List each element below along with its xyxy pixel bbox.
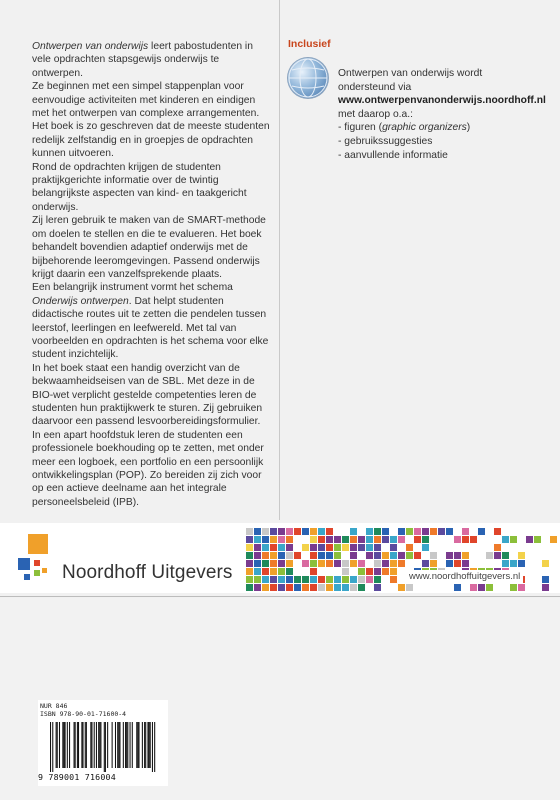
barcode [48,722,158,772]
mosaic-tile [454,584,461,591]
mosaic-tile [278,576,285,583]
mosaic-tile [310,552,317,559]
mosaic-tile [278,552,285,559]
barcode-bar [118,722,119,768]
barcode-bar [52,722,53,772]
blurb-paragraph: In een apart hoofdstuk leren de studenten een professionele boekhouding op te zetten, met onder meer een logboek, een portfolio en een persoonlijk ontwikkelingsplan (POP). Zo bereiden zij zich voor op een actieve deelname aan het integrale personeelsbeleid (IPB). [32,429,264,508]
barcode-bar [152,722,153,772]
mosaic-tile [518,584,525,591]
mosaic-tile [286,544,293,551]
barcode-bar [62,722,63,768]
website-link[interactable]: www.ontwerpenvanonderwijs.noordhoff.nl [338,95,546,107]
mosaic-tile [454,552,461,559]
mosaic-tile [350,560,357,567]
mosaic-tile [310,576,317,583]
mosaic-tile [478,584,485,591]
barcode-bar [98,722,99,768]
mosaic-tile [254,576,261,583]
mosaic-tile [270,584,277,591]
mosaic-tile [326,584,333,591]
mosaic-tile [342,536,349,543]
barcode-bar [85,722,86,768]
mosaic-tile [366,536,373,543]
blurb-text-span: leert pabostudenten in vele opdrachten stapsgewijs onderwijs te ontwerpen. [32,41,253,79]
barcode-bar [91,722,92,768]
mosaic-tile [262,536,269,543]
barcode-bar [77,722,78,768]
book-title-inline: Ontwerpen van onderwijs [32,41,149,52]
mosaic-tile [398,552,405,559]
barcode-digits-left: 789001 [48,772,80,782]
blurb-paragraph [32,281,272,361]
mosaic-tile [334,536,341,543]
barcode-bar [99,722,100,768]
barcode-bar [96,722,97,768]
barcode-bar [74,722,75,768]
noordhoff-logo-icon [14,532,50,584]
mosaic-tile [270,528,277,535]
barcode-bar [123,722,124,768]
inclusief-item [338,121,558,135]
mosaic-tile [486,552,493,559]
mosaic-tile [494,528,501,535]
mosaic-tile [262,584,269,591]
barcode-bar [137,722,138,768]
nur-code [40,702,126,718]
mosaic-tile [542,560,549,567]
mosaic-tile [374,536,381,543]
inclusief-line: Ontwerpen van onderwijs wordt [338,68,483,79]
mosaic-tile [374,560,381,567]
mosaic-tile [334,584,341,591]
blurb-text-span: Een belangrijk instrument vormt het schema [32,282,233,294]
mosaic-tile [342,584,349,591]
barcode-bar [144,722,145,768]
mosaic-tile [318,576,325,583]
mosaic-tile [366,568,373,575]
mosaic-tile [454,560,461,567]
barcode-digits [38,772,168,782]
mosaic-tile [326,536,333,543]
mosaic-tile [270,536,277,543]
mosaic-tile [286,568,293,575]
mosaic-tile [254,560,261,567]
barcode-bar [145,722,146,768]
mosaic-tile [510,536,517,543]
mosaic-tile [390,544,397,551]
inclusief-heading: Inclusief [288,38,331,50]
mosaic-tile [350,536,357,543]
blurb-paragraph: In het boek staat een handig overzicht van de bekwaamheidseisen van de SBL. Met deze in de BIO-wet verplicht gestelde competenties leren de studenten hun praktijkwerk te sturen. Zij gebruiken daarvoor een passend lesvoorbereidingsformulier. [32,362,263,428]
mosaic-tile [422,536,429,543]
mosaic-tile [246,552,253,559]
mosaic-tile [318,544,325,551]
blurb-paragraph: Het boek is zo geschreven dat de meeste studenten redelijk zelfstandig en in groepjes de opdrachten kunnen uitvoeren. [32,121,270,160]
mosaic-tile [374,552,381,559]
mosaic-tile [454,536,461,543]
mosaic-tile [246,560,253,567]
barcode-bar [57,722,58,768]
item-text-em: graphic organizers [382,122,467,134]
mosaic-tile [430,552,437,559]
mosaic-tile [462,560,469,567]
mosaic-tile [462,552,469,559]
barcode-bar [142,722,143,768]
mosaic-tile [406,544,413,551]
mosaic-tile [294,552,301,559]
item-text: - figuren ( [338,122,383,134]
mosaic-tile [310,544,317,551]
barcode-label [38,700,168,786]
barcode-bar [50,722,51,772]
mosaic-tile [430,528,437,535]
mosaic-tile [246,576,253,583]
barcode-bar [59,722,60,768]
schema-title-inline: Onderwijs ontwerpen [32,295,129,307]
mosaic-tile [470,536,477,543]
mosaic-tile [510,584,517,591]
mosaic-tile [342,560,349,567]
mosaic-tile [254,552,261,559]
mosaic-tile [286,528,293,535]
barcode-bar [65,722,66,768]
mosaic-tile [422,544,429,551]
mosaic-tile [446,528,453,535]
mosaic-tile [326,576,333,583]
mosaic-tile [406,552,413,559]
mosaic-tile [350,584,357,591]
mosaic-tile [246,536,253,543]
mosaic-tile [318,536,325,543]
mosaic-tile [326,544,333,551]
mosaic-tile [326,552,333,559]
barcode-bar [127,722,128,768]
mosaic-tile [302,560,309,567]
mosaic-tile [422,528,429,535]
mosaic-tile [254,544,261,551]
blurb-text-span: . Dat helpt studenten didactische routes uit te zetten die pendelen tussen leerstof, leerlingen en leefwereld. Met tal van voorbeelden en opdrachten is het schema voor elke student inzichtelijk. [32,295,269,361]
barcode-bar [90,722,91,768]
mosaic-tile [334,560,341,567]
barcode-bar [117,722,118,768]
barcode-bar [67,722,68,768]
mosaic-tile [358,576,365,583]
mosaic-tile [310,528,317,535]
mosaic-tile [302,528,309,535]
mosaic-tile [310,536,317,543]
mosaic-tile [462,536,469,543]
mosaic-tile [318,560,325,567]
inclusief-item: - aanvullende informatie [338,149,448,161]
mosaic-tile [278,560,285,567]
mosaic-tile [262,544,269,551]
mosaic-tile [462,528,469,535]
barcode-bar [63,722,64,768]
mosaic-tile [502,560,509,567]
blurb-text [32,40,272,509]
mosaic-tile [286,584,293,591]
mosaic-tile [286,536,293,543]
mosaic-tile [374,584,381,591]
nur-text: NUR 846 [40,702,68,710]
mosaic-tile [382,536,389,543]
mosaic-tile [390,560,397,567]
inclusief-line: met daarop o.a.: [338,108,413,120]
mosaic-tile [286,552,293,559]
blurb-paragraph [32,40,272,80]
isbn-text: ISBN 978-90-01-71600-4 [40,710,127,718]
publisher-url[interactable]: www.noordhoffuitgevers.nl [406,570,523,583]
mosaic-tile [302,544,309,551]
mosaic-tile [550,536,557,543]
mosaic-tile [350,528,357,535]
barcode-bar [104,722,105,772]
mosaic-tile [414,528,421,535]
mosaic-tile [270,544,277,551]
mosaic-tile [398,528,405,535]
mosaic-tile [358,544,365,551]
mosaic-tile [542,584,549,591]
mosaic-tile [406,584,413,591]
mosaic-tile [278,568,285,575]
mosaic-tile [358,536,365,543]
divider [0,596,560,597]
mosaic-tile [278,584,285,591]
barcode-bar [119,722,120,768]
barcode-bar [78,722,79,768]
mosaic-tile [270,560,277,567]
mosaic-tile [358,584,365,591]
mosaic-tile [382,560,389,567]
mosaic-tile [526,536,533,543]
mosaic-tile [246,528,253,535]
barcode-bar [126,722,127,768]
mosaic-tile [278,528,285,535]
mosaic-tile [438,528,445,535]
mosaic-tile [326,560,333,567]
mosaic-tile [262,552,269,559]
mosaic-tile [294,576,301,583]
mosaic-tile [342,568,349,575]
mosaic-tile [254,528,261,535]
inclusief-panel [288,38,558,161]
mosaic-tile [310,568,317,575]
mosaic-tile [270,552,277,559]
mosaic-tile [342,544,349,551]
mosaic-tile [374,568,381,575]
barcode-bar [115,722,116,768]
column-divider [279,0,280,520]
barcode-bar [81,722,82,768]
barcode-bar [105,722,106,772]
barcode-bar [138,722,139,768]
blurb-paragraph: Zij leren gebruik te maken van de SMART-methode om doelen te stellen en die te evalueren. Het boek behandelt bovendien adaptief onderwijs met de bijbehorende leeromgevingen. Passend onderwijs krijgt daarin een vanzelfsprekende plaats. [32,215,266,280]
mosaic-tile [246,544,253,551]
mosaic-tile [510,560,517,567]
mosaic-tile [270,576,277,583]
barcode-digits-right: 716004 [84,772,116,782]
mosaic-tile [246,568,253,575]
mosaic-tile [318,552,325,559]
mosaic-tile [398,584,405,591]
barcode-bar [100,722,101,768]
mosaic-tile [502,552,509,559]
mosaic-tile [398,536,405,543]
mosaic-tile [422,560,429,567]
publisher-name: Noordhoff Uitgevers [62,562,233,583]
mosaic-tile [366,544,373,551]
mosaic-tile [294,528,301,535]
inclusief-item: - gebruikssuggesties [338,135,433,147]
mosaic-tile [302,576,309,583]
inclusief-line: ondersteund via [338,81,412,93]
mosaic-tile [318,528,325,535]
mosaic-tile [278,544,285,551]
mosaic-tile [278,536,285,543]
mosaic-tile [390,568,397,575]
mosaic-tile [382,552,389,559]
mosaic-tile [262,568,269,575]
blurb-paragraph: Ze beginnen met een simpel stappenplan voor eenvoudige activiteiten met kinderen en eindigen met het ontwerpen van complexe arrangementen. [32,81,260,120]
mosaic-tile [358,568,365,575]
mosaic-tile [494,544,501,551]
mosaic-tile [486,584,493,591]
mosaic-tile [494,552,501,559]
mosaic-tile [334,544,341,551]
mosaic-tile [366,576,373,583]
barcode-bar [107,722,108,768]
mosaic-tile [270,568,277,575]
mosaic-tile [334,576,341,583]
mosaic-tile [326,528,333,535]
mosaic-tile [390,536,397,543]
mosaic-tile [262,560,269,567]
mosaic-tile [262,576,269,583]
barcode-bar [69,722,70,768]
mosaic-tile [398,560,405,567]
barcode-bar [56,722,57,768]
barcode-bar [147,722,148,768]
mosaic-tile [382,568,389,575]
mosaic-tile [542,576,549,583]
mosaic-tile [366,528,373,535]
globe-icon [288,58,328,98]
barcode-bar [125,722,126,768]
color-mosaic [246,526,560,594]
mosaic-tile [414,536,421,543]
mosaic-tile [286,560,293,567]
barcode-bar [75,722,76,768]
blurb-paragraph: Rond de opdrachten krijgen de studenten praktijkgerichte informatie over de twintig belangrijkste aspecten van kind- en taakgericht onderwijs. [32,161,247,213]
barcode-bar [150,722,151,768]
barcode-bar [130,722,131,768]
barcode-bar [149,722,150,768]
mosaic-tile [254,568,261,575]
item-text: ) [466,122,471,134]
mosaic-tile [294,584,301,591]
mosaic-tile [518,552,525,559]
mosaic-tile [318,584,325,591]
mosaic-tile [478,528,485,535]
mosaic-tile [446,552,453,559]
mosaic-tile [350,544,357,551]
mosaic-tile [382,528,389,535]
mosaic-tile [470,584,477,591]
mosaic-tile [310,560,317,567]
mosaic-tile [302,584,309,591]
mosaic-tile [262,528,269,535]
mosaic-tile [310,584,317,591]
mosaic-tile [286,576,293,583]
mosaic-tile [430,560,437,567]
inclusief-text [338,67,558,162]
barcode-bar [154,722,155,772]
mosaic-tile [374,544,381,551]
mosaic-tile [334,552,341,559]
mosaic-tile [350,552,357,559]
barcode-digit-first: 9 [38,772,44,782]
mosaic-tile [406,528,413,535]
mosaic-tile [254,536,261,543]
mosaic-tile [414,552,421,559]
mosaic-tile [358,560,365,567]
mosaic-tile [374,528,381,535]
mosaic-tile [254,584,261,591]
mosaic-tile [518,560,525,567]
mosaic-tile [374,576,381,583]
mosaic-tile [366,552,373,559]
barcode-bar [86,722,87,768]
mosaic-tile [350,576,357,583]
mosaic-tile [534,536,541,543]
mosaic-tile [390,552,397,559]
mosaic-tile [502,536,509,543]
barcode-bar [94,722,95,768]
mosaic-tile [446,560,453,567]
barcode-bar [82,722,83,768]
barcode-bar [136,722,137,768]
mosaic-tile [342,576,349,583]
barcode-bar [132,722,133,768]
mosaic-tile [390,576,397,583]
barcode-bar [112,722,113,768]
mosaic-tile [246,584,253,591]
